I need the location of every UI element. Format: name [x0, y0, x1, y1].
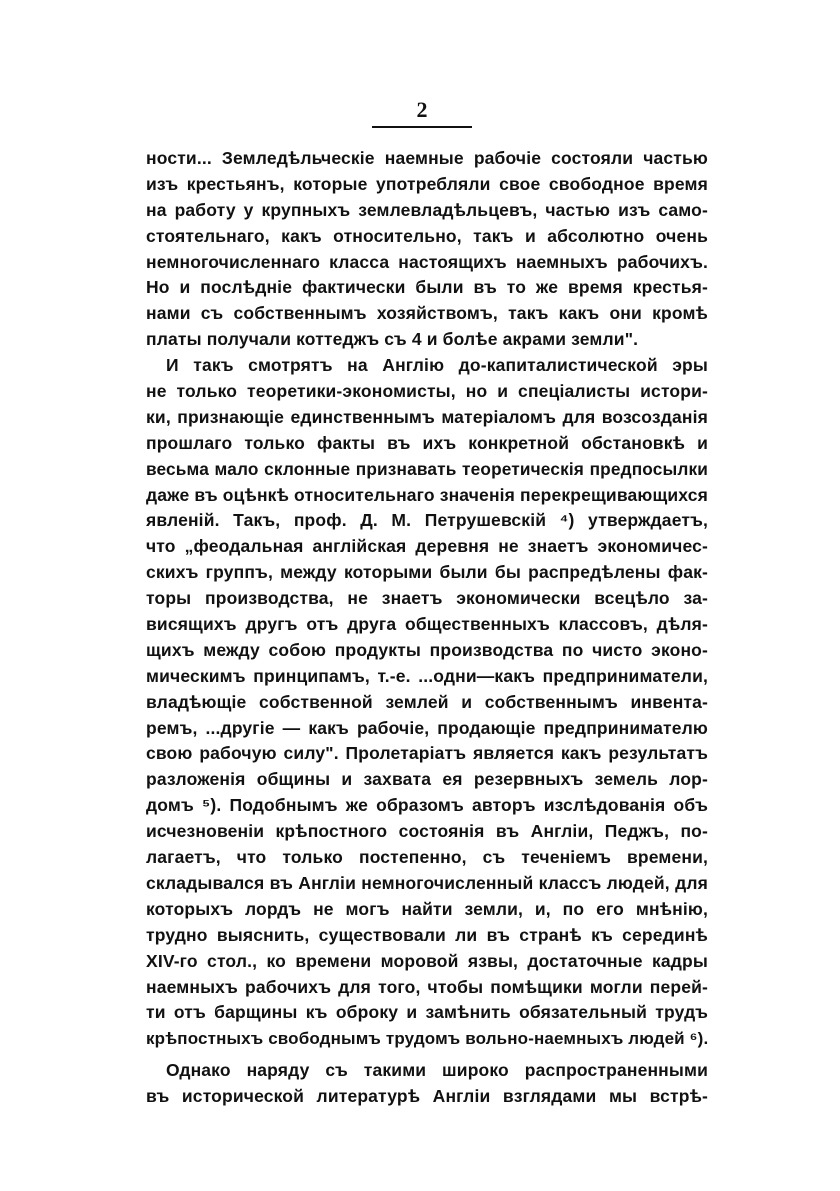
- text-line: лагаетъ, что только постепенно, съ теченіемъ времени,: [146, 847, 708, 868]
- text-line: что „феодальная англійская деревня не знаетъ экономичес-: [146, 536, 708, 557]
- text-line: ности... Земледѣльческіе наемные рабочіе состояли частью: [146, 148, 708, 168]
- header-rule: [372, 126, 472, 128]
- text-line: торы производства, не знаетъ экономически всецѣло за-: [146, 588, 708, 609]
- text-line: крѣпостныхъ свободнымъ трудомъ вольно-наемныхъ людей ⁶).: [146, 1029, 709, 1049]
- paragraph-first-line: И такъ смотрятъ на Англію до-капиталистической эры: [166, 355, 708, 376]
- text-line: висящихъ другъ отъ друга общественныхъ классовъ, дѣля-: [146, 614, 708, 635]
- page-number: 2: [416, 97, 428, 122]
- text-line: нами съ собственнымъ хозяйствомъ, такъ какъ они кромѣ: [146, 303, 708, 324]
- text-line: Но и послѣдніе фактически были въ то же время крестья-: [146, 277, 708, 298]
- text-line: ти отъ барщины къ оброку и замѣнить обязательный трудъ: [146, 1002, 708, 1023]
- text-line: складывался въ Англіи немногочисленный классъ людей, для: [146, 872, 708, 893]
- text-line: свою рабочую силу". Пролетаріатъ является какъ результатъ: [146, 743, 708, 764]
- text-line: явленій. Такъ, проф. Д. М. Петрушевскій ⁴) утверждаетъ,: [146, 510, 708, 531]
- text-line: изъ крестьянъ, которые употребляли свое свободное время: [146, 173, 708, 194]
- text-line: наемныхъ рабочихъ для того, чтобы помѣщики могли перей-: [146, 976, 708, 997]
- text-line: не только теоретики-экономисты, но и спеціалисты истори-: [146, 381, 708, 402]
- text-line: прошлаго только факты въ ихъ конкретной обстановкѣ и: [146, 432, 708, 453]
- text-line: которыхъ лордъ не могъ найти земли, и, по его мнѣнію,: [146, 898, 708, 919]
- text-line: трудно выяснить, существовали ли въ странѣ къ серединѣ: [146, 924, 708, 945]
- text-line: въ исторической литературѣ Англіи взглядами мы встрѣ-: [146, 1086, 708, 1107]
- text-line: владѣющіе собственной землей и собственнымъ инвента-: [146, 691, 708, 712]
- text-line: ки, признающіе единственнымъ матеріаломъ для возсозданія: [146, 406, 708, 427]
- text-line: скихъ группъ, между которыми были бы распредѣлены фак-: [146, 562, 708, 583]
- text-line: немногочисленнаго класса настоящихъ наемныхъ рабочихъ.: [146, 251, 708, 272]
- text-line: мическимъ принципамъ, т.-е. ...одни—какъ предприниматели,: [146, 665, 708, 686]
- text-line: разложенія общины и захвата ея резервныхъ земель лор-: [146, 769, 708, 790]
- text-line: стоятельнаго, какъ относительно, такъ и абсолютно очень: [146, 225, 708, 246]
- text-line: домъ ⁵). Подобнымъ же образомъ авторъ изслѣдованія объ: [146, 795, 708, 816]
- text-line: XIV-го стол., ко времени моровой язвы, достаточные кадры: [146, 950, 708, 971]
- text-line: исчезновеніи крѣпостного состоянія въ Англіи, Педжъ, по-: [146, 821, 708, 842]
- text-line: ремъ, ...другіе — какъ рабочіе, продающіе предпринимателю: [146, 717, 708, 738]
- text-line: на работу у крупныхъ землевладѣльцевъ, частью изъ само-: [146, 199, 708, 220]
- text-line: платы получали коттеджъ съ 4 и болѣе акрами земли".: [146, 329, 639, 350]
- text-line: даже въ оцѣнкѣ относительнаго значенія перекрещивающихся: [146, 484, 708, 505]
- text-line: щихъ между собою продукты производства по чисто эконо-: [146, 639, 708, 660]
- text-line: весьма мало склонные признавать теоретическія предпосылки: [146, 458, 708, 479]
- body-text: [146, 146, 708, 1110]
- paragraph-first-line: Однако наряду съ такими широко распространенными: [166, 1060, 708, 1081]
